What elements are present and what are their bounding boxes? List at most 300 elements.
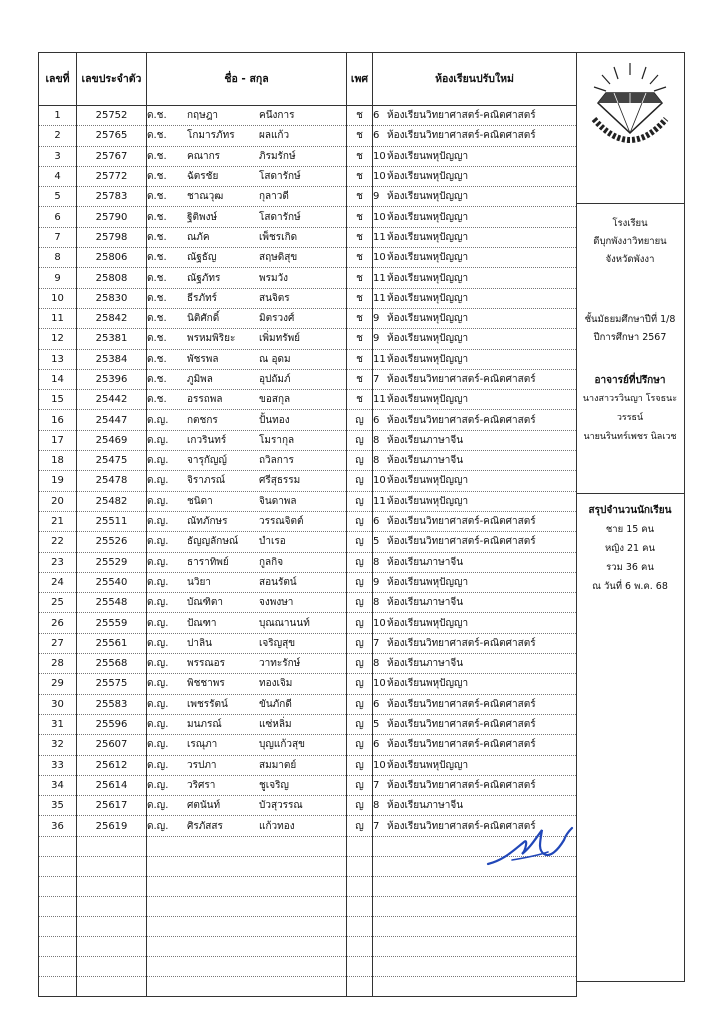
last-name: ขอสกุล: [259, 394, 291, 406]
first-name: ณัทภักษร: [187, 516, 228, 528]
cell-name: [147, 674, 347, 694]
last-name: โมรากุล: [259, 434, 295, 446]
room-number: 11: [373, 231, 386, 243]
cell-student-id: 25767: [77, 146, 147, 166]
last-name: บำเรอ: [259, 536, 286, 548]
cell-sex: ญ: [347, 471, 373, 491]
table-row: [39, 106, 577, 126]
cell-name: [147, 735, 347, 755]
cell-no: 31: [39, 714, 77, 734]
class-level: ชั้นมัธยมศึกษาปีที่ 1/8: [584, 314, 676, 325]
first-name: ธัญญลักษณ์: [187, 536, 239, 548]
cell-no: 16: [39, 410, 77, 430]
cell-room: [373, 633, 577, 653]
cell-sex: ช: [347, 288, 373, 308]
room-name: ห้องเรียนวิทยาศาสตร์-คณิตศาสตร์: [387, 374, 536, 385]
last-name: เจริญสุข: [259, 637, 296, 649]
cell-room: [373, 775, 577, 795]
cell-no: 36: [39, 816, 77, 836]
name-prefix: ด.ช.: [147, 394, 167, 406]
cell-no: 13: [39, 349, 77, 369]
cell-no: 21: [39, 511, 77, 531]
divider: [576, 203, 684, 204]
first-name: อรรถพล: [187, 394, 223, 406]
room-number: 8: [373, 434, 380, 446]
cell-no: 30: [39, 694, 77, 714]
name-prefix: ด.ญ.: [147, 779, 169, 791]
name-prefix: ด.ช.: [147, 374, 167, 385]
first-name: พรหมพิริยะ: [187, 333, 236, 345]
name-prefix: ด.ญ.: [147, 739, 169, 751]
cell-name: [147, 146, 347, 166]
school-line1: โรงเรียน: [612, 218, 648, 229]
first-name: ฉัตรชัย: [187, 171, 219, 183]
table-row: [39, 796, 577, 816]
cell-sex: ช: [347, 166, 373, 186]
room-number: 10: [373, 759, 386, 771]
name-prefix: ด.ช.: [147, 130, 167, 142]
cell-student-id: 25617: [77, 796, 147, 816]
room-number: 6: [373, 130, 380, 142]
last-name: ชูเจริญ: [259, 779, 289, 791]
cell-room: [373, 714, 577, 734]
cell-room: [373, 694, 577, 714]
cell-student-id: 25830: [77, 288, 147, 308]
cell-name: [147, 816, 347, 836]
first-name: พรรณอร: [187, 658, 225, 670]
name-prefix: ด.ช.: [147, 252, 167, 264]
cell-name: [147, 694, 347, 714]
cell-student-id: 25808: [77, 268, 147, 288]
last-name: ถวิลการ: [259, 455, 294, 467]
name-prefix: ด.ญ.: [147, 698, 169, 710]
cell-no: 25: [39, 593, 77, 613]
cell-name: [147, 511, 347, 531]
cell-no: 11: [39, 308, 77, 328]
cell-room: [373, 572, 577, 592]
first-name: เรณุภา: [187, 739, 218, 751]
room-name: ห้องเรียนพหุปัญญา: [387, 759, 469, 771]
cell-name: [147, 654, 347, 674]
last-name: จินดาพล: [259, 495, 297, 507]
cell-student-id: 25478: [77, 471, 147, 491]
table-row: [39, 288, 577, 308]
blank-row: [39, 876, 577, 896]
cell-room: [373, 268, 577, 288]
first-name: กตชกร: [187, 414, 218, 426]
table-row: [39, 654, 577, 674]
name-prefix: ด.ญ.: [147, 455, 169, 467]
first-name: ฐิติพงษ์: [187, 211, 218, 223]
table-row: [39, 775, 577, 795]
cell-no: 33: [39, 755, 77, 775]
cell-room: [373, 755, 577, 775]
table-row: [39, 511, 577, 531]
cell-sex: ญ: [347, 430, 373, 450]
cell-no: 32: [39, 735, 77, 755]
advisor-1: นางสาวรวินญา โรจธนะวรรธน์: [582, 394, 678, 423]
name-prefix: ด.ช.: [147, 292, 167, 304]
first-name: ศตนันท์: [187, 800, 221, 812]
cell-sex: ญ: [347, 694, 373, 714]
name-prefix: ด.ช.: [147, 272, 167, 284]
cell-no: 4: [39, 166, 77, 186]
last-name: ผลแก้ว: [259, 130, 290, 142]
table-row: [39, 166, 577, 186]
room-number: 10: [373, 617, 386, 629]
cell-room: [373, 187, 577, 207]
cell-student-id: 25583: [77, 694, 147, 714]
cell-sex: ญ: [347, 593, 373, 613]
last-name: ทองเจิม: [259, 678, 293, 690]
cell-name: [147, 410, 347, 430]
academic-year: ปีการศึกษา 2567: [593, 332, 667, 343]
name-prefix: ด.ช.: [147, 333, 167, 345]
room-name: ห้องเรียนวิทยาศาสตร์-คณิตศาสตร์: [387, 637, 536, 649]
name-prefix: ด.ช.: [147, 150, 167, 162]
room-number: 9: [373, 333, 380, 345]
name-prefix: ด.ญ.: [147, 597, 169, 609]
room-number: 7: [373, 374, 380, 385]
cell-room: [373, 106, 577, 126]
cell-no: 22: [39, 532, 77, 552]
first-name: นิติศักดิ์: [187, 313, 220, 325]
cell-room: [373, 248, 577, 268]
cell-room: [373, 511, 577, 531]
name-prefix: ด.ช.: [147, 353, 167, 365]
cell-student-id: 25540: [77, 572, 147, 592]
table-row: [39, 735, 577, 755]
school-logo-icon: [584, 59, 676, 151]
room-name: ห้องเรียนวิทยาศาสตร์-คณิตศาสตร์: [387, 820, 536, 832]
cell-student-id: 25475: [77, 451, 147, 471]
cell-no: 23: [39, 552, 77, 572]
summary-male: ชาย 15 คน: [605, 524, 655, 535]
cell-name: [147, 532, 347, 552]
cell-name: [147, 471, 347, 491]
first-name: ธีรภัทร์: [187, 292, 218, 304]
cell-room: [373, 166, 577, 186]
first-name: ภูมิพล: [187, 374, 213, 385]
last-name: บุณณานนท์: [259, 617, 310, 629]
first-name: ศิรภัสสร: [187, 820, 223, 832]
cell-no: 24: [39, 572, 77, 592]
cell-sex: ช: [347, 248, 373, 268]
cell-no: 27: [39, 633, 77, 653]
last-name: มิตรวงศ์: [259, 313, 295, 325]
room-name: ห้องเรียนพหุปัญญา: [387, 617, 469, 629]
name-prefix: ด.ญ.: [147, 820, 169, 832]
cell-name: [147, 491, 347, 511]
last-name: สมมาตย์: [259, 759, 297, 771]
first-name: นวิยา: [187, 576, 211, 588]
cell-name: [147, 755, 347, 775]
last-name: อุปถัมภ์: [259, 374, 291, 385]
cell-student-id: 25559: [77, 613, 147, 633]
room-number: 8: [373, 556, 380, 568]
table-header-row: [39, 53, 577, 106]
room-number: 11: [373, 292, 386, 304]
cell-sex: ญ: [347, 511, 373, 531]
cell-no: 35: [39, 796, 77, 816]
name-prefix: ด.ญ.: [147, 617, 169, 629]
room-number: 10: [373, 211, 386, 223]
cell-student-id: 25842: [77, 308, 147, 328]
cell-student-id: 25783: [77, 187, 147, 207]
cell-sex: ญ: [347, 552, 373, 572]
table-row: [39, 552, 577, 572]
side-panel: [576, 52, 685, 982]
cell-name: [147, 369, 347, 389]
cell-no: 26: [39, 613, 77, 633]
cell-name: [147, 633, 347, 653]
last-name: แก้วทอง: [259, 820, 295, 832]
cell-sex: ญ: [347, 735, 373, 755]
cell-name: [147, 349, 347, 369]
cell-name: [147, 430, 347, 450]
cell-student-id: 25511: [77, 511, 147, 531]
school-info: [576, 215, 684, 269]
cell-sex: ช: [347, 369, 373, 389]
first-name: ณัฐธัญ: [187, 252, 217, 264]
cell-room: [373, 349, 577, 369]
room-number: 6: [373, 698, 380, 710]
cell-name: [147, 796, 347, 816]
header-no: เลขที่: [39, 53, 77, 106]
room-number: 11: [373, 495, 386, 507]
cell-no: 28: [39, 654, 77, 674]
name-prefix: ด.ญ.: [147, 800, 169, 812]
cell-room: [373, 654, 577, 674]
room-name: ห้องเรียนวิทยาศาสตร์-คณิตศาสตร์: [387, 739, 536, 751]
cell-room: [373, 552, 577, 572]
blank-row: [39, 937, 577, 957]
cell-student-id: 25806: [77, 248, 147, 268]
cell-room: [373, 451, 577, 471]
first-name: โกมารภัทร: [187, 130, 235, 142]
cell-room: [373, 674, 577, 694]
first-name: ชาณวุฒ: [187, 191, 224, 203]
last-name: วรรณจิตต์: [259, 516, 304, 528]
name-prefix: ด.ญ.: [147, 658, 169, 670]
cell-student-id: 25765: [77, 126, 147, 146]
room-number: 8: [373, 658, 380, 670]
table-row: [39, 187, 577, 207]
cell-no: 5: [39, 187, 77, 207]
cell-sex: ช: [347, 329, 373, 349]
cell-name: [147, 329, 347, 349]
cell-student-id: 25614: [77, 775, 147, 795]
table-row: [39, 532, 577, 552]
table-row: [39, 694, 577, 714]
cell-sex: ช: [347, 349, 373, 369]
room-name: ห้องเรียนพหุปัญญา: [387, 150, 469, 162]
room-name: ห้องเรียนวิทยาศาสตร์-คณิตศาสตร์: [387, 516, 536, 528]
first-name: พิชชาพร: [187, 678, 225, 690]
table-row: [39, 390, 577, 410]
first-name: วรปภา: [187, 759, 217, 771]
advisor-2: นายนรินทร์เพชร นิลเวช: [583, 432, 677, 442]
table-row: [39, 410, 577, 430]
room-name: ห้องเรียนวิทยาศาสตร์-คณิตศาสตร์: [387, 536, 536, 548]
header-room: ห้องเรียนปรับใหม่: [373, 53, 577, 106]
room-name: ห้องเรียนวิทยาศาสตร์-คณิตศาสตร์: [387, 698, 536, 710]
cell-sex: ญ: [347, 674, 373, 694]
table-row: [39, 572, 577, 592]
cell-sex: ญ: [347, 654, 373, 674]
cell-sex: ช: [347, 207, 373, 227]
cell-sex: ช: [347, 308, 373, 328]
cell-student-id: 25561: [77, 633, 147, 653]
table-row: [39, 613, 577, 633]
last-name: พรมวัง: [259, 272, 289, 284]
name-prefix: ด.ช.: [147, 313, 167, 325]
room-name: ห้องเรียนพหุปัญญา: [387, 292, 469, 304]
last-name: บุญแก้วสุข: [259, 739, 305, 751]
room-number: 9: [373, 313, 380, 325]
cell-student-id: 25396: [77, 369, 147, 389]
room-name: ห้องเรียนวิทยาศาสตร์-คณิตศาสตร์: [387, 414, 536, 426]
cell-sex: ช: [347, 187, 373, 207]
room-number: 6: [373, 516, 380, 528]
room-name: ห้องเรียนภาษาจีน: [387, 658, 464, 670]
table-row: [39, 674, 577, 694]
cell-sex: ญ: [347, 451, 373, 471]
signature-icon: [484, 820, 574, 870]
cell-room: [373, 410, 577, 430]
cell-room: [373, 369, 577, 389]
cell-sex: ช: [347, 390, 373, 410]
cell-student-id: 25442: [77, 390, 147, 410]
room-name: ห้องเรียนพหุปัญญา: [387, 272, 469, 284]
cell-no: 9: [39, 268, 77, 288]
cell-room: [373, 593, 577, 613]
table-row: [39, 248, 577, 268]
room-name: ห้องเรียนภาษาจีน: [387, 455, 464, 467]
cell-student-id: 25529: [77, 552, 147, 572]
first-name: เพชรรัตน์: [187, 698, 228, 710]
table-row: [39, 349, 577, 369]
header-name: ชื่อ - สกุล: [147, 53, 347, 106]
room-name: ห้องเรียนภาษาจีน: [387, 556, 464, 568]
cell-no: 15: [39, 390, 77, 410]
table-row: [39, 755, 577, 775]
divider: [576, 493, 684, 494]
summary-date: ณ วันที่ 6 พ.ค. 68: [592, 581, 668, 592]
cell-no: 18: [39, 451, 77, 471]
room-name: ห้องเรียนพหุปัญญา: [387, 678, 469, 690]
room-number: 8: [373, 455, 380, 467]
cell-no: 14: [39, 369, 77, 389]
cell-room: [373, 308, 577, 328]
blank-row: [39, 896, 577, 916]
first-name: ปาลิน: [187, 637, 212, 649]
cell-no: 34: [39, 775, 77, 795]
last-name: ภิรมรักษ์: [259, 150, 296, 162]
last-name: ขันภักดี: [259, 698, 292, 710]
last-name: ณ อุดม: [259, 353, 291, 365]
class-info: [576, 311, 684, 347]
cell-name: [147, 248, 347, 268]
cell-no: 10: [39, 288, 77, 308]
cell-name: [147, 593, 347, 613]
room-number: 10: [373, 678, 386, 690]
table-row: [39, 471, 577, 491]
table-row: [39, 633, 577, 653]
last-name: สนจิตร: [259, 292, 290, 304]
cell-room: [373, 329, 577, 349]
room-number: 10: [373, 475, 386, 487]
cell-student-id: 25548: [77, 593, 147, 613]
name-prefix: ด.ญ.: [147, 536, 169, 548]
room-name: ห้องเรียนวิทยาศาสตร์-คณิตศาสตร์: [387, 779, 536, 791]
last-name: แซ่หลิ่ม: [259, 719, 292, 731]
cell-sex: ญ: [347, 613, 373, 633]
first-name: เกวรินทร์: [187, 434, 227, 446]
cell-room: [373, 288, 577, 308]
name-prefix: ด.ญ.: [147, 414, 169, 426]
cell-no: 8: [39, 248, 77, 268]
last-name: สฤษดิสุข: [259, 252, 298, 264]
room-number: 9: [373, 191, 380, 203]
summary-female: หญิง 21 คน: [605, 543, 655, 554]
cell-student-id: 25384: [77, 349, 147, 369]
cell-sex: ญ: [347, 755, 373, 775]
header-sex: เพศ: [347, 53, 373, 106]
cell-student-id: 25607: [77, 735, 147, 755]
last-name: วาทะรักษ์: [259, 658, 301, 670]
first-name: ณภัค: [187, 231, 210, 243]
room-number: 6: [373, 110, 380, 122]
cell-student-id: 25526: [77, 532, 147, 552]
cell-name: [147, 187, 347, 207]
last-name: โสดารักษ์: [259, 171, 301, 183]
first-name: พัชรพล: [187, 353, 219, 365]
first-name: ธาราทิพย์: [187, 556, 229, 568]
cell-no: 6: [39, 207, 77, 227]
room-name: ห้องเรียนพหุปัญญา: [387, 211, 469, 223]
cell-sex: ญ: [347, 572, 373, 592]
room-number: 11: [373, 394, 386, 406]
cell-no: 29: [39, 674, 77, 694]
first-name: มนภรณ์: [187, 719, 222, 731]
room-number: 11: [373, 272, 386, 284]
cell-name: [147, 552, 347, 572]
last-name: เพิ่มทรัพย์: [259, 333, 301, 345]
room-number: 7: [373, 779, 380, 791]
name-prefix: ด.ช.: [147, 211, 167, 223]
cell-sex: ญ: [347, 633, 373, 653]
cell-sex: ช: [347, 268, 373, 288]
cell-name: [147, 106, 347, 126]
table-row: [39, 491, 577, 511]
last-name: คนึงการ: [259, 110, 295, 122]
first-name: บัณฑิตา: [187, 597, 224, 609]
cell-room: [373, 146, 577, 166]
cell-student-id: 25447: [77, 410, 147, 430]
cell-room: [373, 471, 577, 491]
last-name: กุลาวดี: [259, 191, 289, 203]
summary-heading: สรุปจำนวนนักเรียน: [588, 505, 672, 516]
last-name: ศรีสุธรรม: [259, 475, 301, 487]
room-name: ห้องเรียนพหุปัญญา: [387, 313, 469, 325]
table-row: [39, 329, 577, 349]
cell-student-id: 25790: [77, 207, 147, 227]
cell-name: [147, 775, 347, 795]
cell-no: 12: [39, 329, 77, 349]
cell-no: 1: [39, 106, 77, 126]
name-prefix: ด.ช.: [147, 171, 167, 183]
